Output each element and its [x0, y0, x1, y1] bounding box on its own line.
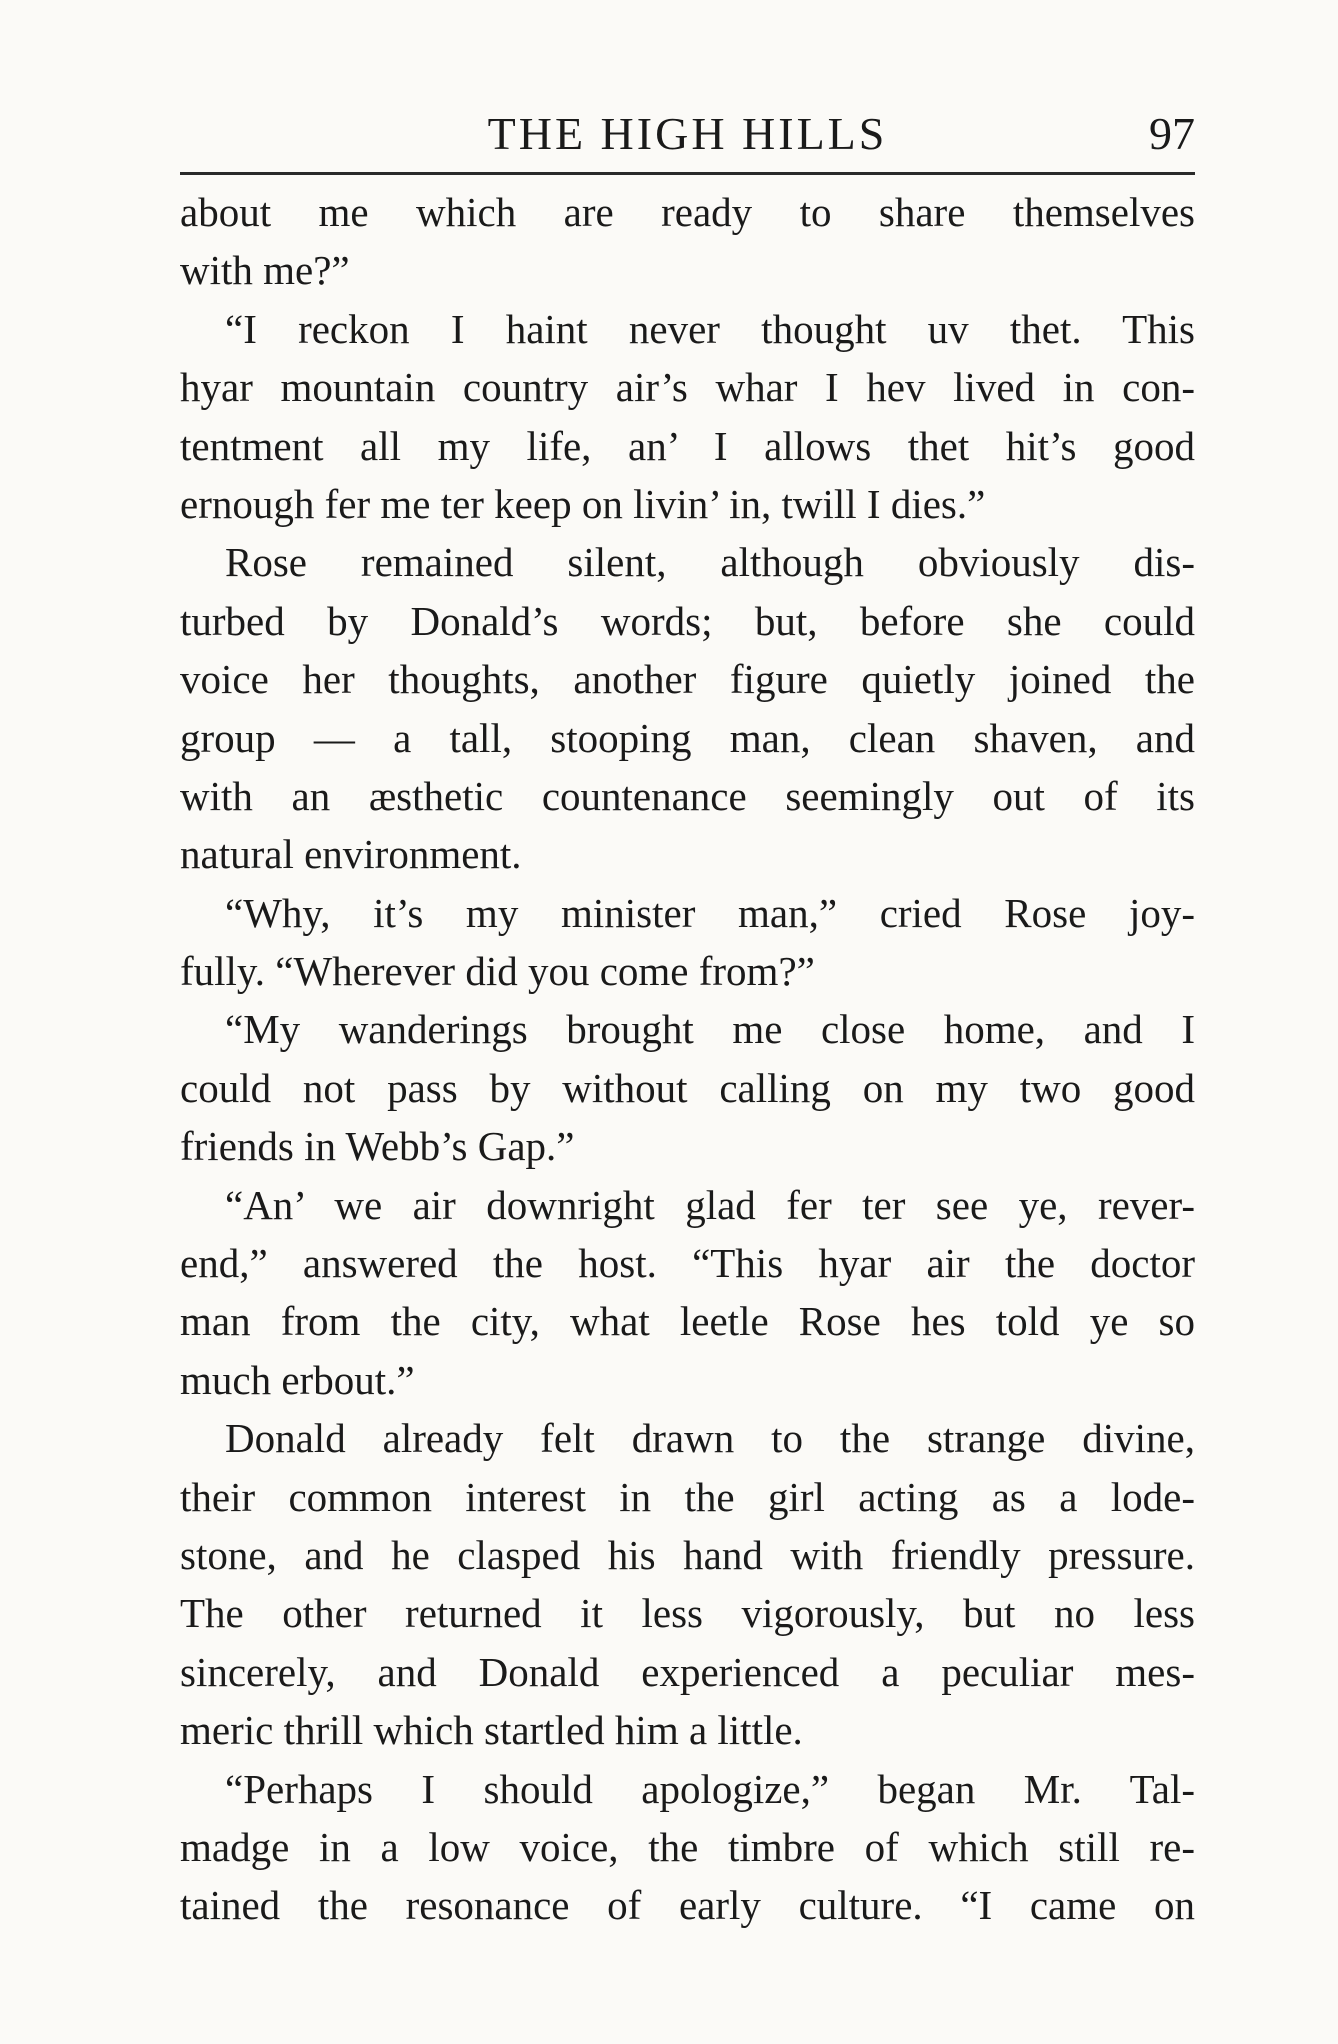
book-page	[180, 100, 1195, 1935]
page-number: 97	[1149, 108, 1195, 159]
running-head: THE HIGH HILLS	[487, 108, 888, 159]
text-line: about me which are ready to share themselves	[180, 189, 1195, 235]
text-line: madge in a low voice, the timbre of which still re-	[180, 1823, 1195, 1870]
text-line: tentment all my life, an’ I allows thet hit’s good	[180, 422, 1195, 469]
text-line: The other returned it less vigorously, but no less	[180, 1590, 1195, 1637]
text-line: natural environment.	[180, 831, 522, 878]
text-line: much erbout.”	[180, 1356, 415, 1403]
text-line: meric thrill which startled him a little.	[180, 1707, 803, 1754]
text-line: “Perhaps I should apologize,” began Mr. Tal-	[225, 1765, 1195, 1812]
body-text	[180, 183, 1195, 1935]
text-line: man from the city, what leetle Rose hes told ye so	[180, 1298, 1195, 1345]
text-line: “An’ we air downright glad fer ter see ye, rever-	[225, 1181, 1195, 1228]
text-line: tained the resonance of early culture. “I came on	[180, 1882, 1195, 1929]
text-line: ernough fer me ter keep on livin’ in, twill I dies.”	[180, 480, 986, 527]
text-line: fully. “Wherever did you come from?”	[180, 948, 815, 995]
text-line: stone, and he clasped his hand with friendly pressure.	[180, 1531, 1195, 1578]
text-line: sincerely, and Donald experienced a peculiar mes-	[180, 1648, 1195, 1695]
text-line: could not pass by without calling on my two good	[180, 1064, 1195, 1111]
text-line: voice her thoughts, another figure quietly joined the	[180, 656, 1195, 703]
text-line: Rose remained silent, although obviously dis-	[225, 539, 1195, 586]
text-line: group — a tall, stooping man, clean shaven, and	[180, 714, 1195, 761]
text-line: friends in Webb’s Gap.”	[180, 1123, 575, 1170]
text-line: with me?”	[180, 247, 350, 294]
text-line: “I reckon I haint never thought uv thet. This	[225, 305, 1195, 352]
text-line: “My wanderings brought me close home, and I	[225, 1006, 1195, 1053]
text-line: Donald already felt drawn to the strange divine,	[225, 1415, 1195, 1462]
text-line: end,” answered the host. “This hyar air the doctor	[180, 1240, 1195, 1287]
text-line: “Why, it’s my minister man,” cried Rose joy-	[225, 889, 1195, 936]
text-line: hyar mountain country air’s whar I hev lived in con-	[180, 364, 1195, 411]
page-header	[180, 100, 1195, 175]
text-line: turbed by Donald’s words; but, before she could	[180, 597, 1195, 644]
text-line: with an æsthetic countenance seemingly out of its	[180, 772, 1195, 819]
text-line: their common interest in the girl acting as a lode-	[180, 1473, 1195, 1520]
